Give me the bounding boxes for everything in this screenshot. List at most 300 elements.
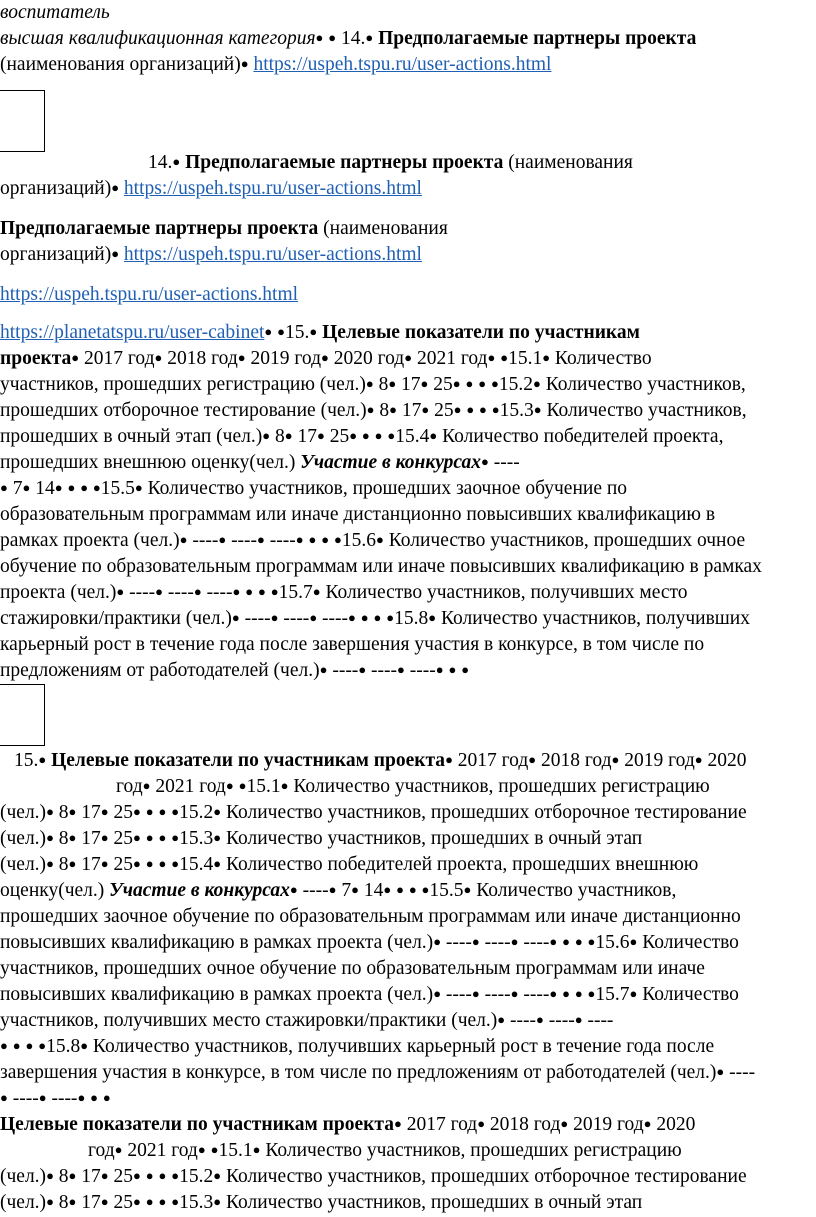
bullet-icon	[290, 880, 298, 901]
bullet-icon	[135, 478, 143, 499]
b5-line-2	[0, 800, 747, 827]
text-span: организаций)	[0, 178, 112, 199]
text-span: год	[116, 776, 143, 797]
block2-link-line	[0, 176, 422, 203]
bullet-icon	[146, 802, 154, 823]
bullet-icon	[562, 984, 570, 1005]
b5-line-4	[0, 852, 698, 879]
bullet-icon	[198, 1140, 206, 1161]
text-span: 25	[429, 400, 454, 421]
bullet-icon	[158, 828, 166, 849]
bullet-icon	[695, 750, 703, 771]
text-span: 17	[76, 1166, 101, 1187]
b5-line-6	[0, 904, 741, 930]
bullet-icon	[328, 28, 336, 49]
bullet-icon	[158, 1192, 166, 1213]
b5-line-5	[0, 878, 676, 905]
b5-line-9	[0, 982, 739, 1009]
bullet-icon	[396, 880, 404, 901]
bullet-icon	[478, 374, 486, 395]
text-span: ----	[441, 932, 472, 953]
text-span: 15.1	[246, 776, 281, 797]
bullet-icon	[258, 582, 266, 603]
cabinet-link[interactable]: https://planetatspu.ru/user-cabinet	[0, 322, 265, 343]
bullet-icon	[404, 348, 412, 369]
bullet-icon	[245, 582, 253, 603]
text-span: 17	[76, 802, 101, 823]
b4-line-7	[0, 502, 715, 528]
bullet-icon	[321, 348, 329, 369]
text-span: Количество участников, прошедших очное	[383, 530, 746, 551]
text-span: организаций)	[0, 244, 112, 265]
bullet-icon	[433, 984, 441, 1005]
text-span: 25	[324, 426, 350, 447]
bullet-icon	[77, 1088, 85, 1109]
b6-line-2	[0, 1164, 747, 1191]
bullet-icon	[101, 1192, 109, 1213]
bullet-icon	[146, 828, 154, 849]
text-span: 15.2	[498, 374, 533, 395]
bullet-icon	[39, 1088, 47, 1109]
text-span: ----	[441, 984, 472, 1005]
text-span: 15.2	[179, 1166, 214, 1187]
text-span: Количество участников, прошедших регистрацию	[288, 776, 710, 797]
bullet-icon	[492, 400, 500, 421]
text-span: 2021 год	[412, 348, 488, 369]
text-span: Количество участников, прошедших отборочное тестирование	[221, 802, 747, 823]
text-span: 14.	[336, 28, 366, 49]
text-span: 2019 год	[568, 1114, 644, 1135]
text-span: рамках проекта (чел.)	[0, 530, 180, 551]
bullet-icon	[285, 426, 293, 447]
b4-line-9	[0, 554, 762, 580]
bullet-icon	[233, 582, 241, 603]
partners-heading: Предполагаемые партнеры проекта	[378, 28, 697, 49]
bullet-icon	[158, 1166, 166, 1187]
bullet-icon	[103, 1088, 111, 1109]
b6-line-1	[88, 1138, 682, 1165]
bullet-icon	[38, 1036, 46, 1057]
text-span: ----	[317, 608, 349, 629]
text-span: 2020	[651, 1114, 696, 1135]
bullet-icon	[575, 932, 583, 953]
bullet-icon	[0, 1088, 8, 1109]
bullet-icon	[0, 1036, 8, 1057]
text-span: 15.	[285, 322, 310, 343]
bullet-icon	[536, 1010, 544, 1031]
bullet-icon	[374, 608, 382, 629]
text-span: (чел.)	[0, 1166, 47, 1187]
bullet-icon	[445, 750, 453, 771]
text-span: Количество участников,	[471, 880, 677, 901]
text-span: (чел.)	[0, 828, 47, 849]
text-span: Количество участников, получивших карьерный рост в течение года после	[88, 1036, 715, 1057]
image-placeholder-box	[0, 90, 45, 152]
bullet-icon	[388, 374, 396, 395]
category-text: высшая квалификационная категория	[0, 28, 316, 49]
bullet-icon	[213, 854, 221, 875]
b5-line-3	[0, 826, 642, 853]
bullet-icon	[264, 322, 272, 343]
b4-line-3	[0, 398, 747, 425]
text-span: ----	[543, 1010, 575, 1031]
bullet-icon	[366, 374, 374, 395]
bullet-icon	[55, 478, 63, 499]
text-span: 25	[108, 854, 134, 875]
bullet-icon	[171, 1192, 179, 1213]
bullet-icon	[334, 530, 342, 551]
bullet-icon	[309, 608, 317, 629]
text-span: 15.5	[429, 880, 464, 901]
bullet-icon	[533, 374, 541, 395]
text-span: прошедших в очный этап (чел.)	[0, 426, 263, 447]
text-span: Количество участников, прошедших в очный этап	[221, 1192, 643, 1213]
text-span: 2021 год	[122, 1140, 198, 1161]
text-span: ----	[226, 530, 258, 551]
text-span: 25	[428, 374, 453, 395]
text-span: ----	[264, 530, 296, 551]
text-span: (наименования организаций)	[0, 54, 241, 75]
standalone-link-line	[0, 282, 298, 308]
text-span: 7	[7, 478, 23, 499]
text-span: 8	[270, 426, 285, 447]
uspeh-link-2[interactable]: https://uspeh.tspu.ru/user-actions.html	[123, 178, 422, 199]
bullet-icon	[155, 582, 163, 603]
text-span: ----	[404, 660, 436, 681]
text-span: 17	[396, 374, 421, 395]
bullet-icon	[194, 582, 202, 603]
text-span: Количество	[637, 932, 739, 953]
bullet-icon	[562, 932, 570, 953]
bullet-icon	[111, 178, 119, 199]
bullet-icon	[232, 608, 240, 629]
bullet-icon	[428, 608, 436, 629]
bullet-icon	[349, 426, 357, 447]
bullet-icon	[46, 802, 54, 823]
bullet-icon	[549, 984, 557, 1005]
text-span: ----	[124, 582, 156, 603]
bullet-icon	[365, 28, 373, 49]
text-span: 17	[76, 828, 101, 849]
b5-line-7	[0, 930, 739, 957]
text-span: 15.4	[179, 854, 214, 875]
text-span: 25	[108, 1166, 134, 1187]
bullet-icon	[171, 802, 179, 823]
text-span: (чел.)	[0, 802, 47, 823]
text-span: 15.3	[499, 400, 534, 421]
text-span: Количество участников,	[541, 400, 747, 421]
text-span: прошедших заочное обучение по образовательным программам или иначе дистанционно	[0, 906, 741, 927]
b5-line-13	[0, 1086, 111, 1113]
bullet-icon	[472, 984, 480, 1005]
text-span: 2017 год	[79, 348, 155, 369]
bullet-icon	[133, 1166, 141, 1187]
text-span: ----	[518, 932, 550, 953]
text-span: оценку(чел.)	[0, 880, 110, 901]
bullet-icon	[436, 660, 444, 681]
text-span: ----	[505, 1010, 536, 1031]
bullet-icon	[133, 802, 141, 823]
bullet-icon	[362, 426, 370, 447]
text-span: ----	[518, 984, 550, 1005]
bullet-icon	[313, 582, 321, 603]
text-span: Количество участников, прошедших отборочное тестирование	[221, 1166, 747, 1187]
bullet-icon	[542, 348, 550, 369]
block3-heading-line	[0, 216, 448, 242]
bullet-icon	[348, 608, 356, 629]
text-span: 25	[108, 1192, 134, 1213]
bullet-icon	[46, 1166, 54, 1187]
bullet-icon	[317, 426, 325, 447]
uspeh-link-3[interactable]: https://uspeh.tspu.ru/user-actions.html	[123, 244, 422, 265]
bullet-icon	[361, 608, 369, 629]
text-span: 17	[76, 1192, 101, 1213]
text-span: стажировки/практики (чел.)	[0, 608, 232, 629]
bullet-icon	[171, 828, 179, 849]
text-span: 15.1	[218, 1140, 253, 1161]
text-span: Количество участников, прошедших заочное обучение по	[142, 478, 628, 499]
text-span: 2019 год	[245, 348, 321, 369]
bullet-icon	[226, 776, 234, 797]
bullet-icon	[497, 1010, 505, 1031]
text-span: 14.	[148, 152, 173, 173]
bullet-icon	[644, 1114, 652, 1135]
bullet-icon	[241, 54, 249, 75]
b5-line-0	[14, 748, 747, 775]
bullet-icon	[351, 880, 359, 901]
bullet-icon	[389, 400, 397, 421]
text-span: Предполагаемые партнеры проекта	[185, 152, 504, 173]
text-span: воспитатель	[0, 2, 110, 23]
text-span: завершения участия в конкурсе, в том числе по предложениям от работодателей (чел.)	[0, 1062, 717, 1083]
text-span: ----	[187, 530, 219, 551]
text-span: 2018 год	[162, 348, 238, 369]
bullet-icon	[321, 530, 329, 551]
bullet-icon	[158, 802, 166, 823]
text-span: обучение по образовательным программам или иначе повысивших квалификацию в рамках	[0, 556, 762, 577]
text-span: 8	[374, 400, 390, 421]
text-span: 8	[53, 1166, 69, 1187]
text-span: Участие в конкурсах	[300, 452, 482, 473]
text-span: 17	[396, 400, 422, 421]
b4-line-10	[0, 580, 688, 607]
text-span: 17	[292, 426, 317, 447]
bullet-icon	[213, 802, 221, 823]
b4-line-6	[0, 476, 627, 503]
bullet-icon	[534, 400, 542, 421]
bullet-icon	[146, 1166, 154, 1187]
bullet-icon	[394, 1114, 402, 1135]
text-span: Количество участников, получивших место	[320, 582, 688, 603]
b4-line-13	[0, 658, 469, 685]
bullet-icon	[453, 374, 461, 395]
bullet-icon	[101, 1166, 109, 1187]
text-span: (наименования	[503, 152, 633, 173]
b5-line-12	[0, 1060, 755, 1087]
bullet-icon	[93, 478, 101, 499]
text-span: 8	[53, 1192, 69, 1213]
bullet-icon	[25, 1036, 33, 1057]
text-span: ----	[479, 984, 511, 1005]
text-span: Количество участников,	[540, 374, 746, 395]
bullet-icon	[257, 530, 265, 551]
text-span: 15.3	[179, 1192, 214, 1213]
bullet-icon	[101, 854, 109, 875]
text-span: 17	[76, 854, 101, 875]
text-span: Участие в конкурсах	[109, 880, 290, 901]
bullet-icon	[171, 1166, 179, 1187]
text-span: 7	[336, 880, 352, 901]
text-span: 15.1	[508, 348, 543, 369]
role-text	[0, 0, 110, 26]
text-span: Количество участников, получивших	[436, 608, 750, 629]
text-span: 2017 год	[452, 750, 529, 771]
bullet-icon	[528, 750, 536, 771]
b4-line-4	[0, 424, 723, 451]
text-span: предложениям от работодателей (чел.)	[0, 660, 320, 681]
text-span: 2021 год	[150, 776, 226, 797]
text-span: (чел.)	[0, 854, 47, 875]
text-span: 8	[53, 854, 69, 875]
text-span: Количество участников, прошедших регистрацию	[260, 1140, 682, 1161]
uspeh-link-4[interactable]: https://uspeh.tspu.ru/user-actions.html	[0, 284, 299, 305]
bullet-icon	[409, 880, 417, 901]
text-span: 15.7	[595, 984, 630, 1005]
text-span: 15.	[14, 750, 39, 771]
text-span: 2020	[702, 750, 747, 771]
bullet-icon	[218, 530, 226, 551]
b5-line-10	[0, 1008, 613, 1035]
text-span: Целевые показатели по участникам проекта	[0, 1114, 394, 1135]
text-span: (наименования	[318, 218, 448, 239]
text-span: ----	[582, 1010, 614, 1031]
text-span: ----	[278, 608, 310, 629]
bullet-icon	[262, 426, 270, 447]
bullet-icon	[487, 348, 495, 369]
bullet-icon	[277, 322, 285, 343]
bullet-icon	[158, 854, 166, 875]
text-span: 2017 год	[401, 1114, 478, 1135]
text-span: ----	[201, 582, 233, 603]
text-span: Количество	[550, 348, 652, 369]
text-span: образовательным программам или иначе дистанционно повысивших квалификацию в	[0, 504, 716, 525]
bullet-icon	[477, 1114, 485, 1135]
bullet-icon	[461, 660, 469, 681]
bullet-icon	[500, 348, 508, 369]
bullet-icon	[80, 1036, 88, 1057]
text-span: ----	[162, 582, 194, 603]
b5-line-1	[116, 774, 710, 801]
image-placeholder-box-2	[0, 684, 45, 746]
b4-line-2	[0, 372, 746, 399]
block3-link-line	[0, 242, 422, 269]
text-span: Количество участников, прошедших в очный этап	[221, 828, 643, 849]
bullet-icon	[133, 828, 141, 849]
b5-line-8	[0, 956, 705, 982]
text-span: 8	[53, 802, 69, 823]
text-span: 25	[108, 828, 134, 849]
text-span: 15.8	[394, 608, 429, 629]
text-span: 8	[373, 374, 389, 395]
bullet-icon	[213, 828, 221, 849]
b5-line-11	[0, 1034, 714, 1061]
text-span: прошедших внешнюю оценку(чел.)	[0, 452, 301, 473]
b4-line-0	[0, 320, 640, 347]
text-span: 15.6	[595, 932, 630, 953]
bullet-icon	[80, 478, 88, 499]
bullet-icon	[238, 348, 246, 369]
text-span: 2020 год	[328, 348, 405, 369]
text-span: Количество	[637, 984, 739, 1005]
text-span: ----	[239, 608, 271, 629]
text-span: 15.2	[179, 802, 214, 823]
text-span: ----	[7, 1088, 39, 1109]
text-span: участников, получивших место стажировки/практики (чел.)	[0, 1010, 498, 1031]
bullet-icon	[172, 152, 180, 173]
bullet-icon	[133, 1192, 141, 1213]
bullet-icon	[479, 400, 487, 421]
text-span: Количество победителей проекта, прошедших внешнюю	[221, 854, 699, 875]
bullet-icon	[271, 582, 279, 603]
bullet-icon	[472, 932, 480, 953]
text-span: 15.6	[341, 530, 376, 551]
text-span: 15.5	[100, 478, 135, 499]
block2-heading-line	[148, 150, 633, 177]
bullet-icon	[466, 374, 474, 395]
bullet-icon	[575, 984, 583, 1005]
bullet-icon	[375, 426, 383, 447]
bullet-icon	[101, 828, 109, 849]
text-span: ----	[366, 660, 398, 681]
bullet-icon	[13, 1036, 21, 1057]
bullet-icon	[67, 478, 75, 499]
text-span: 2019 год	[619, 750, 695, 771]
text-span: Целевые показатели по участникам проекта	[46, 750, 446, 771]
text-span: ----	[479, 932, 511, 953]
text-span: 2018 год	[536, 750, 612, 771]
text-span: ----	[327, 660, 359, 681]
b4-line-12	[0, 632, 704, 658]
b6-line-0	[0, 1112, 695, 1139]
text-span: Предполагаемые партнеры проекта	[0, 218, 319, 239]
text-span: 25	[108, 802, 134, 823]
text-span: 2018 год	[485, 1114, 561, 1135]
bullet-icon	[213, 1192, 221, 1213]
bullet-icon	[46, 854, 54, 875]
text-span: карьерный рост в течение года после завершения участия в конкурсе, в том числе по	[0, 634, 705, 655]
text-span: ----	[297, 880, 329, 901]
uspeh-link[interactable]: https://uspeh.tspu.ru/user-actions.html	[253, 54, 552, 75]
text-span: 15.8	[46, 1036, 81, 1057]
partners-note-line	[0, 52, 551, 79]
bullet-icon	[466, 400, 474, 421]
bullet-icon	[46, 1192, 54, 1213]
text-span: 15.7	[278, 582, 313, 603]
bullet-icon	[448, 660, 456, 681]
bullet-icon	[90, 1088, 98, 1109]
bullet-icon	[0, 478, 8, 499]
text-span: 15.3	[179, 828, 214, 849]
bullet-icon	[171, 854, 179, 875]
text-span: прошедших отборочное тестирование (чел.)	[0, 400, 367, 421]
text-span: повысивших квалификацию в рамках проекта (чел.)	[0, 984, 434, 1005]
bullet-icon	[146, 1192, 154, 1213]
b4-line-1	[0, 346, 652, 373]
b4-line-5	[0, 450, 520, 477]
bullet-icon	[386, 608, 394, 629]
bullet-icon	[309, 530, 317, 551]
text-span: 14	[30, 478, 55, 499]
